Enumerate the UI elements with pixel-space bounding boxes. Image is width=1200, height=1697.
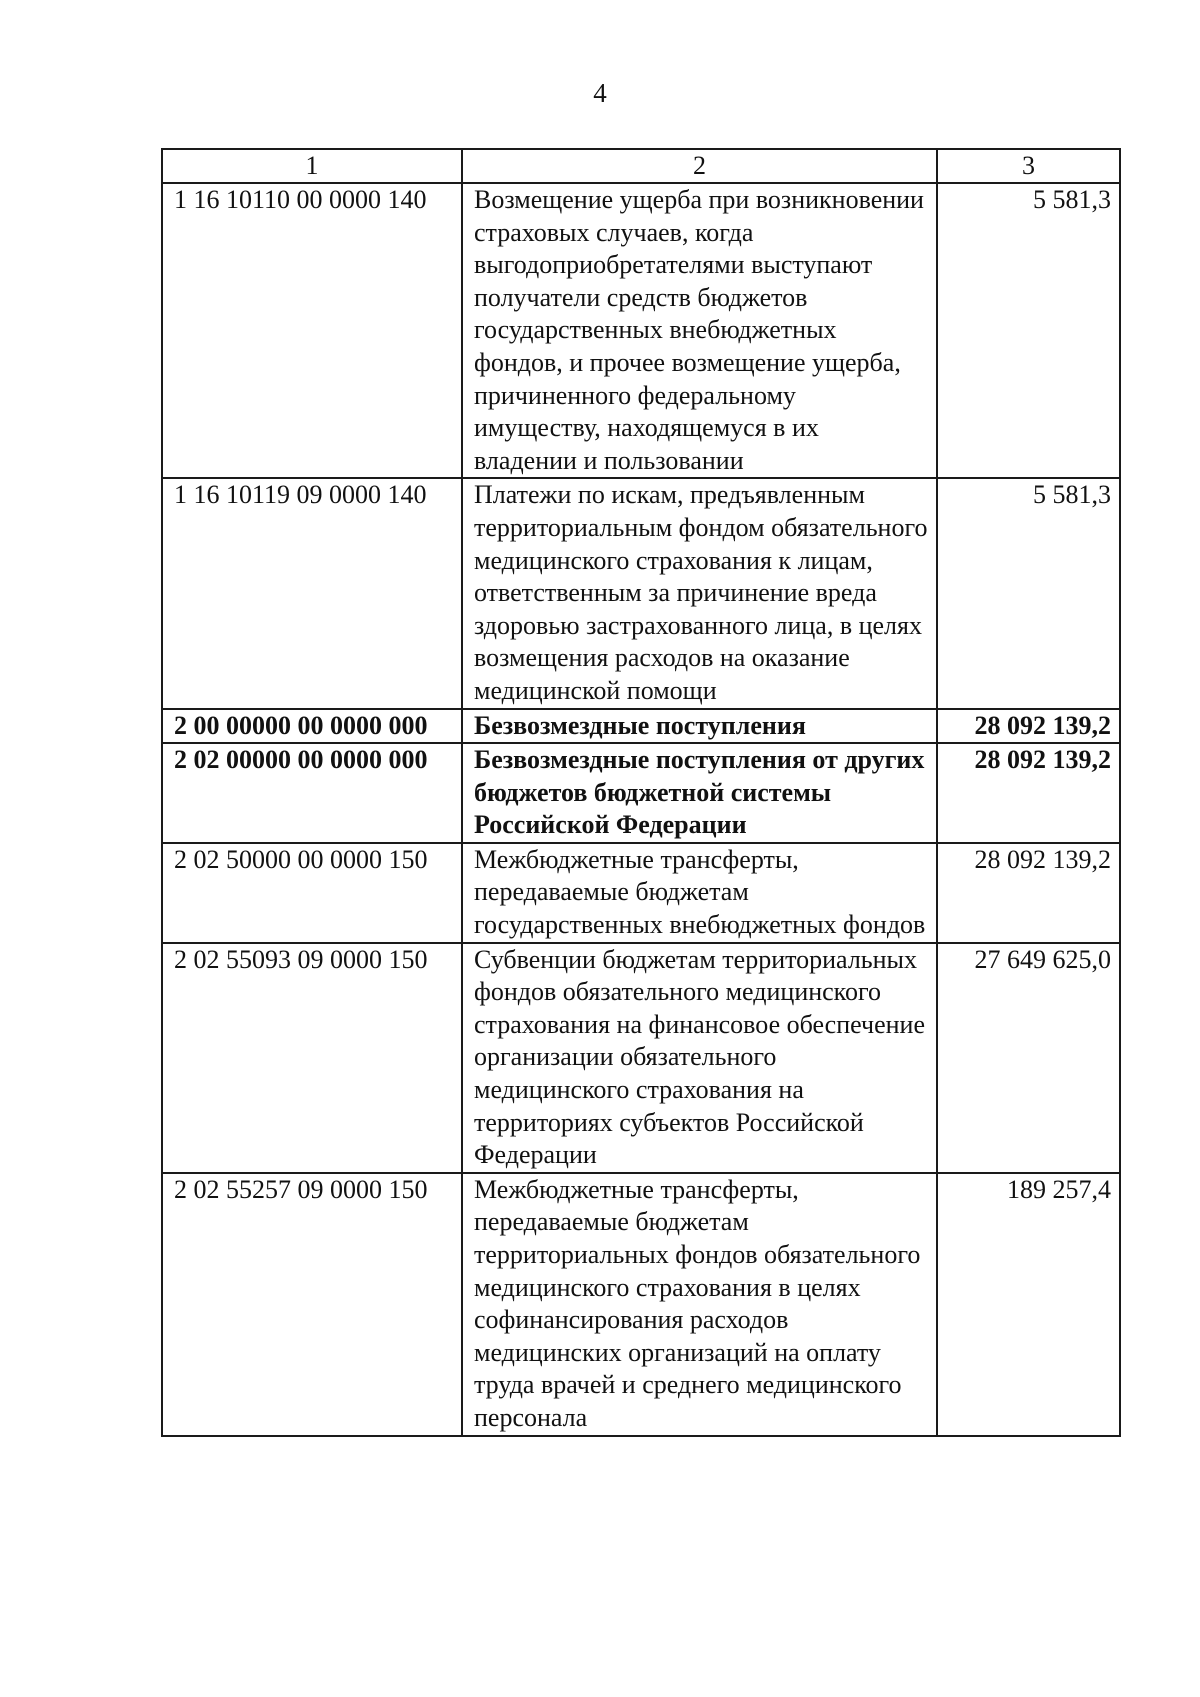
amount: 189 257,4 — [937, 1173, 1120, 1436]
revenue-name: Безвозмездные поступления от других бюджетов бюджетной системы Российской Федерации — [462, 743, 937, 843]
budget-revenue-table — [161, 148, 1121, 1437]
table-row — [162, 709, 1120, 744]
column-header-2: 2 — [462, 149, 937, 183]
budget-code: 2 02 00000 00 0000 000 — [162, 743, 462, 843]
budget-code: 2 00 00000 00 0000 000 — [162, 709, 462, 744]
table-row — [162, 743, 1120, 843]
amount: 27 649 625,0 — [937, 943, 1120, 1173]
budget-code: 1 16 10110 00 0000 140 — [162, 183, 462, 478]
budget-code: 2 02 55257 09 0000 150 — [162, 1173, 462, 1436]
revenue-name: Межбюджетные трансферты, передаваемые бюджетам территориальных фондов обязательного медицинского страхования в целях софинансирования расходов медицинских организаций на оплату труда врачей и среднего медицинского персонала — [462, 1173, 937, 1436]
table-row — [162, 843, 1120, 943]
revenue-name: Платежи по искам, предъявленным территориальным фондом обязательного медицинского страхования к лицам, ответственным за причинение вреда здоровью застрахованного лица, в целях возмещения расходов на оказание медицинской помощи — [462, 478, 937, 708]
revenue-name: Безвозмездные поступления — [462, 709, 937, 744]
page-number: 4 — [593, 78, 607, 108]
table-row — [162, 1173, 1120, 1436]
revenue-name: Субвенции бюджетам территориальных фондов обязательного медицинского страхования на финансовое обеспечение организации обязательного медицинского страхования на территориях субъектов Российской Федерации — [462, 943, 937, 1173]
table-row — [162, 478, 1120, 708]
budget-code: 2 02 50000 00 0000 150 — [162, 843, 462, 943]
amount: 28 092 139,2 — [937, 709, 1120, 744]
budget-code: 2 02 55093 09 0000 150 — [162, 943, 462, 1173]
amount: 28 092 139,2 — [937, 843, 1120, 943]
amount: 5 581,3 — [937, 478, 1120, 708]
table-row — [162, 183, 1120, 478]
header-row — [162, 149, 1120, 183]
budget-code: 1 16 10119 09 0000 140 — [162, 478, 462, 708]
column-header-3: 3 — [937, 149, 1120, 183]
table-row — [162, 943, 1120, 1173]
column-header-1: 1 — [162, 149, 462, 183]
amount: 5 581,3 — [937, 183, 1120, 478]
amount: 28 092 139,2 — [937, 743, 1120, 843]
revenue-name: Возмещение ущерба при возникновении страховых случаев, когда выгодоприобретателями выступают получатели средств бюджетов государственных внебюджетных фондов, и прочее возмещение ущерба, причиненного федеральному имуществу, находящемуся в их владении и пользовании — [462, 183, 937, 478]
revenue-name: Межбюджетные трансферты, передаваемые бюджетам государственных внебюджетных фондов — [462, 843, 937, 943]
